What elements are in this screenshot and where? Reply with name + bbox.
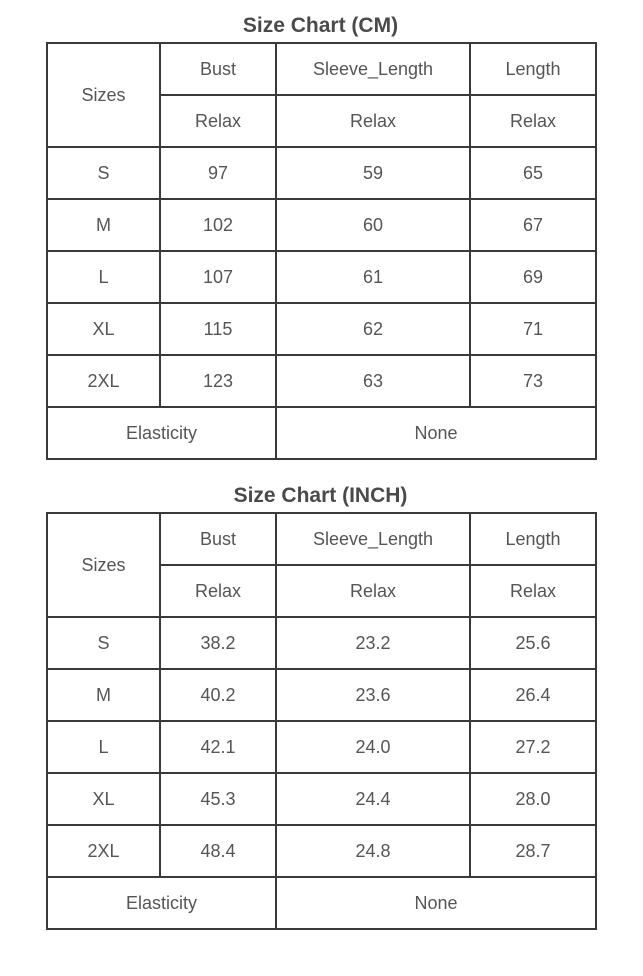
table-row [47, 773, 596, 825]
size-cell: M [47, 669, 160, 721]
column-header-length: Length [470, 513, 596, 565]
value-cell: 67 [470, 199, 596, 251]
value-cell: 123 [160, 355, 276, 407]
table-row [47, 147, 596, 199]
header-row [47, 43, 596, 95]
table-row [47, 199, 596, 251]
value-cell: 65 [470, 147, 596, 199]
elasticity-value: None [276, 877, 596, 929]
value-cell: 24.8 [276, 825, 470, 877]
subheader-cell: Relax [276, 95, 470, 147]
value-cell: 69 [470, 251, 596, 303]
column-header-sleeve-length: Sleeve_Length [276, 513, 470, 565]
table-row [47, 355, 596, 407]
value-cell: 71 [470, 303, 596, 355]
size-cell: XL [47, 303, 160, 355]
value-cell: 73 [470, 355, 596, 407]
subheader-cell: Relax [160, 95, 276, 147]
value-cell: 63 [276, 355, 470, 407]
value-cell: 27.2 [470, 721, 596, 773]
table-row [47, 251, 596, 303]
value-cell: 26.4 [470, 669, 596, 721]
subheader-cell: Relax [160, 565, 276, 617]
size-cell: S [47, 147, 160, 199]
value-cell: 25.6 [470, 617, 596, 669]
value-cell: 45.3 [160, 773, 276, 825]
size-chart-inch [46, 478, 595, 930]
table-row [47, 303, 596, 355]
value-cell: 38.2 [160, 617, 276, 669]
size-cell: 2XL [47, 355, 160, 407]
sizes-header: Sizes [47, 513, 160, 617]
elasticity-row [47, 407, 596, 459]
subheader-cell: Relax [276, 565, 470, 617]
value-cell: 28.0 [470, 773, 596, 825]
subheader-cell: Relax [470, 95, 596, 147]
column-header-bust: Bust [160, 513, 276, 565]
column-header-length: Length [470, 43, 596, 95]
table-row [47, 825, 596, 877]
chart-title: Size Chart (CM) [242, 14, 399, 37]
table-row [47, 617, 596, 669]
size-table [46, 512, 597, 930]
value-cell: 102 [160, 199, 276, 251]
value-cell: 60 [276, 199, 470, 251]
value-cell: 42.1 [160, 721, 276, 773]
value-cell: 62 [276, 303, 470, 355]
column-header-sleeve-length: Sleeve_Length [276, 43, 470, 95]
table-row [47, 721, 596, 773]
size-cell: 2XL [47, 825, 160, 877]
value-cell: 24.4 [276, 773, 470, 825]
chart-title: Size Chart (INCH) [233, 484, 408, 507]
size-cell: M [47, 199, 160, 251]
elasticity-value: None [276, 407, 596, 459]
value-cell: 40.2 [160, 669, 276, 721]
size-table [46, 42, 597, 460]
sizes-header: Sizes [47, 43, 160, 147]
value-cell: 61 [276, 251, 470, 303]
elasticity-label: Elasticity [47, 877, 276, 929]
value-cell: 59 [276, 147, 470, 199]
value-cell: 115 [160, 303, 276, 355]
elasticity-label: Elasticity [47, 407, 276, 459]
value-cell: 24.0 [276, 721, 470, 773]
size-cell: S [47, 617, 160, 669]
subheader-cell: Relax [470, 565, 596, 617]
table-row [47, 669, 596, 721]
size-cell: L [47, 721, 160, 773]
size-cell: XL [47, 773, 160, 825]
elasticity-row [47, 877, 596, 929]
value-cell: 23.2 [276, 617, 470, 669]
size-chart-cm [46, 8, 595, 460]
size-cell: L [47, 251, 160, 303]
header-row [47, 513, 596, 565]
value-cell: 23.6 [276, 669, 470, 721]
value-cell: 48.4 [160, 825, 276, 877]
value-cell: 28.7 [470, 825, 596, 877]
value-cell: 97 [160, 147, 276, 199]
column-header-bust: Bust [160, 43, 276, 95]
value-cell: 107 [160, 251, 276, 303]
